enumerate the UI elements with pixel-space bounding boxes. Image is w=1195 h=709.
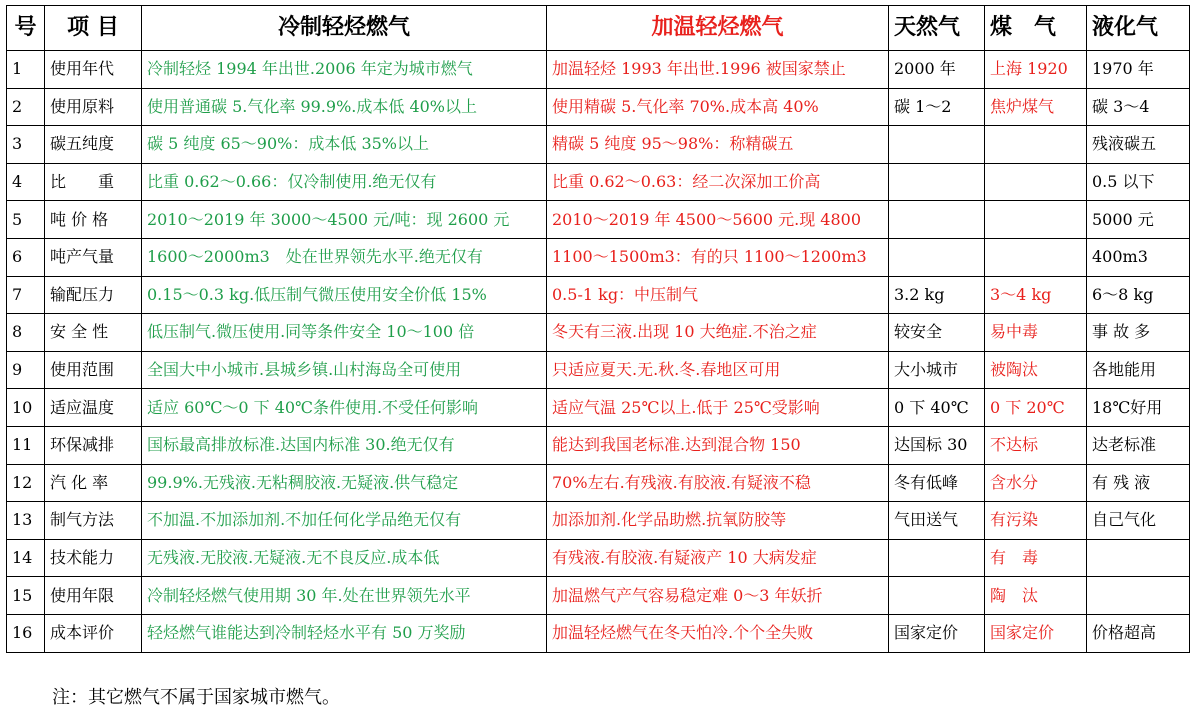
header-natural-gas: 天然气 (889, 6, 985, 51)
table-row (7, 51, 1190, 89)
lpg-cell: 残液碳五 (1087, 126, 1190, 164)
table-row (7, 201, 1190, 239)
lpg-cell (1087, 577, 1190, 615)
item-name: 吨 价 格 (45, 201, 142, 239)
natural-gas-cell (889, 238, 985, 276)
natural-gas-cell: 冬有低峰 (889, 464, 985, 502)
header-number: 号 (7, 6, 45, 51)
table-row (7, 126, 1190, 164)
heated-cell: 0.5-1 kg：中压制气 (547, 276, 889, 314)
natural-gas-cell (889, 163, 985, 201)
lpg-cell: 自己气化 (1087, 502, 1190, 540)
table-row (7, 539, 1190, 577)
item-name: 使用年代 (45, 51, 142, 89)
row-number: 8 (7, 314, 45, 352)
coal-gas-cell (985, 126, 1087, 164)
cold-cell: 冷制轻烃 1994 年出世.2006 年定为城市燃气 (142, 51, 547, 89)
item-name: 制气方法 (45, 502, 142, 540)
row-number: 3 (7, 126, 45, 164)
row-number: 2 (7, 88, 45, 126)
coal-gas-cell: 有 毒 (985, 539, 1087, 577)
row-number: 10 (7, 389, 45, 427)
table-row (7, 88, 1190, 126)
table-row (7, 426, 1190, 464)
natural-gas-cell: 大小城市 (889, 351, 985, 389)
item-name: 输配压力 (45, 276, 142, 314)
cold-cell: 不加温.不加添加剂.不加任何化学品绝无仅有 (142, 502, 547, 540)
header-item: 项 目 (45, 6, 142, 51)
natural-gas-cell: 国家定价 (889, 614, 985, 652)
item-name: 使用原料 (45, 88, 142, 126)
lpg-cell: 6～8 kg (1087, 276, 1190, 314)
item-name: 汽 化 率 (45, 464, 142, 502)
row-number: 11 (7, 426, 45, 464)
coal-gas-cell: 上海 1920 (985, 51, 1087, 89)
lpg-cell: 0.5 以下 (1087, 163, 1190, 201)
coal-gas-cell: 陶 汰 (985, 577, 1087, 615)
heated-cell: 加温轻烃 1993 年出世.1996 被国家禁止 (547, 51, 889, 89)
row-number: 15 (7, 577, 45, 615)
item-name: 碳五纯度 (45, 126, 142, 164)
table-row (7, 351, 1190, 389)
header-lpg: 液化气 (1087, 6, 1190, 51)
row-number: 12 (7, 464, 45, 502)
cold-cell: 适应 60℃～0 下 40℃条件使用.不受任何影响 (142, 389, 547, 427)
table-row (7, 502, 1190, 540)
row-number: 7 (7, 276, 45, 314)
item-name: 比 重 (45, 163, 142, 201)
heated-cell: 1100～1500m3：有的只 1100～1200m3 (547, 238, 889, 276)
natural-gas-cell: 达国标 30 (889, 426, 985, 464)
table-row (7, 464, 1190, 502)
lpg-cell: 碳 3～4 (1087, 88, 1190, 126)
heated-cell: 精碳 5 纯度 95～98%：称精碳五 (547, 126, 889, 164)
cold-cell: 轻烃燃气谁能达到冷制轻烃水平有 50 万奖励 (142, 614, 547, 652)
coal-gas-cell: 焦炉煤气 (985, 88, 1087, 126)
cold-cell: 2010～2019 年 3000～4500 元/吨：现 2600 元 (142, 201, 547, 239)
table-row (7, 314, 1190, 352)
heated-cell: 能达到我国老标准.达到混合物 150 (547, 426, 889, 464)
lpg-cell: 400m3 (1087, 238, 1190, 276)
natural-gas-cell: 3.2 kg (889, 276, 985, 314)
item-name: 使用年限 (45, 577, 142, 615)
table-row (7, 276, 1190, 314)
cold-cell: 99.9%.无残液.无粘稠胶液.无疑液.供气稳定 (142, 464, 547, 502)
footnote: 注：其它燃气不属于国家城市燃气。 (52, 687, 340, 708)
coal-gas-cell: 含水分 (985, 464, 1087, 502)
coal-gas-cell: 有污染 (985, 502, 1087, 540)
table-row (7, 163, 1190, 201)
heated-cell: 使用精碳 5.气化率 70%.成本高 40% (547, 88, 889, 126)
lpg-cell: 事 故 多 (1087, 314, 1190, 352)
cold-cell: 碳 5 纯度 65～90%：成本低 35%以上 (142, 126, 547, 164)
row-number: 1 (7, 51, 45, 89)
natural-gas-cell (889, 126, 985, 164)
heated-cell: 加温轻烃燃气在冬天怕冷.个个全失败 (547, 614, 889, 652)
natural-gas-cell: 碳 1～2 (889, 88, 985, 126)
comparison-table (6, 5, 1190, 653)
heated-cell: 2010～2019 年 4500～5600 元.现 4800 (547, 201, 889, 239)
coal-gas-cell (985, 201, 1087, 239)
natural-gas-cell: 较安全 (889, 314, 985, 352)
row-number: 4 (7, 163, 45, 201)
lpg-cell: 各地能用 (1087, 351, 1190, 389)
lpg-cell: 有 残 液 (1087, 464, 1190, 502)
coal-gas-cell: 被陶汰 (985, 351, 1087, 389)
lpg-cell: 价格超高 (1087, 614, 1190, 652)
coal-gas-cell: 3～4 kg (985, 276, 1087, 314)
heated-cell: 只适应夏天.无.秋.冬.春地区可用 (547, 351, 889, 389)
row-number: 5 (7, 201, 45, 239)
cold-cell: 冷制轻烃燃气使用期 30 年.处在世界领先水平 (142, 577, 547, 615)
lpg-cell (1087, 539, 1190, 577)
heated-cell: 加温燃气产气容易稳定难 0～3 年妖折 (547, 577, 889, 615)
item-name: 吨产气量 (45, 238, 142, 276)
row-number: 16 (7, 614, 45, 652)
heated-cell: 加添加剂.化学品助燃.抗氧防胶等 (547, 502, 889, 540)
natural-gas-cell (889, 201, 985, 239)
item-name: 环保减排 (45, 426, 142, 464)
lpg-cell: 18℃好用 (1087, 389, 1190, 427)
heated-cell: 比重 0.62～0.63：经二次深加工价高 (547, 163, 889, 201)
coal-gas-cell: 国家定价 (985, 614, 1087, 652)
lpg-cell: 5000 元 (1087, 201, 1190, 239)
row-number: 13 (7, 502, 45, 540)
natural-gas-cell (889, 539, 985, 577)
row-number: 6 (7, 238, 45, 276)
cold-cell: 使用普通碳 5.气化率 99.9%.成本低 40%以上 (142, 88, 547, 126)
lpg-cell: 1970 年 (1087, 51, 1190, 89)
header-cold-light-hydrocarbon: 冷制轻烃燃气 (142, 6, 547, 51)
item-name: 使用范围 (45, 351, 142, 389)
row-number: 9 (7, 351, 45, 389)
table-row (7, 614, 1190, 652)
coal-gas-cell: 0 下 20℃ (985, 389, 1087, 427)
cold-cell: 国标最高排放标准.达国内标准 30.绝无仅有 (142, 426, 547, 464)
cold-cell: 全国大中小城市.县城乡镇.山村海岛全可使用 (142, 351, 547, 389)
coal-gas-cell: 不达标 (985, 426, 1087, 464)
heated-cell: 有残液.有胶液.有疑液产 10 大病发症 (547, 539, 889, 577)
header-coal-gas: 煤 气 (985, 6, 1087, 51)
natural-gas-cell: 0 下 40℃ (889, 389, 985, 427)
coal-gas-cell: 易中毒 (985, 314, 1087, 352)
coal-gas-cell (985, 238, 1087, 276)
natural-gas-cell (889, 577, 985, 615)
cold-cell: 低压制气.微压使用.同等条件安全 10～100 倍 (142, 314, 547, 352)
header-row (7, 6, 1190, 51)
table-row (7, 577, 1190, 615)
item-name: 安 全 性 (45, 314, 142, 352)
header-heated-light-hydrocarbon: 加温轻烃燃气 (547, 6, 889, 51)
table-row (7, 238, 1190, 276)
heated-cell: 适应气温 25℃以上.低于 25℃受影响 (547, 389, 889, 427)
coal-gas-cell (985, 163, 1087, 201)
cold-cell: 无残液.无胶液.无疑液.无不良反应.成本低 (142, 539, 547, 577)
item-name: 适应温度 (45, 389, 142, 427)
table-row (7, 389, 1190, 427)
heated-cell: 冬天有三液.出现 10 大绝症.不治之症 (547, 314, 889, 352)
cold-cell: 比重 0.62～0.66：仅冷制使用.绝无仅有 (142, 163, 547, 201)
lpg-cell: 达老标准 (1087, 426, 1190, 464)
cold-cell: 1600～2000m3 处在世界领先水平.绝无仅有 (142, 238, 547, 276)
natural-gas-cell: 气田送气 (889, 502, 985, 540)
row-number: 14 (7, 539, 45, 577)
item-name: 技术能力 (45, 539, 142, 577)
item-name: 成本评价 (45, 614, 142, 652)
natural-gas-cell: 2000 年 (889, 51, 985, 89)
cold-cell: 0.15～0.3 kg.低压制气微压使用安全价低 15% (142, 276, 547, 314)
heated-cell: 70%左右.有残液.有胶液.有疑液不稳 (547, 464, 889, 502)
